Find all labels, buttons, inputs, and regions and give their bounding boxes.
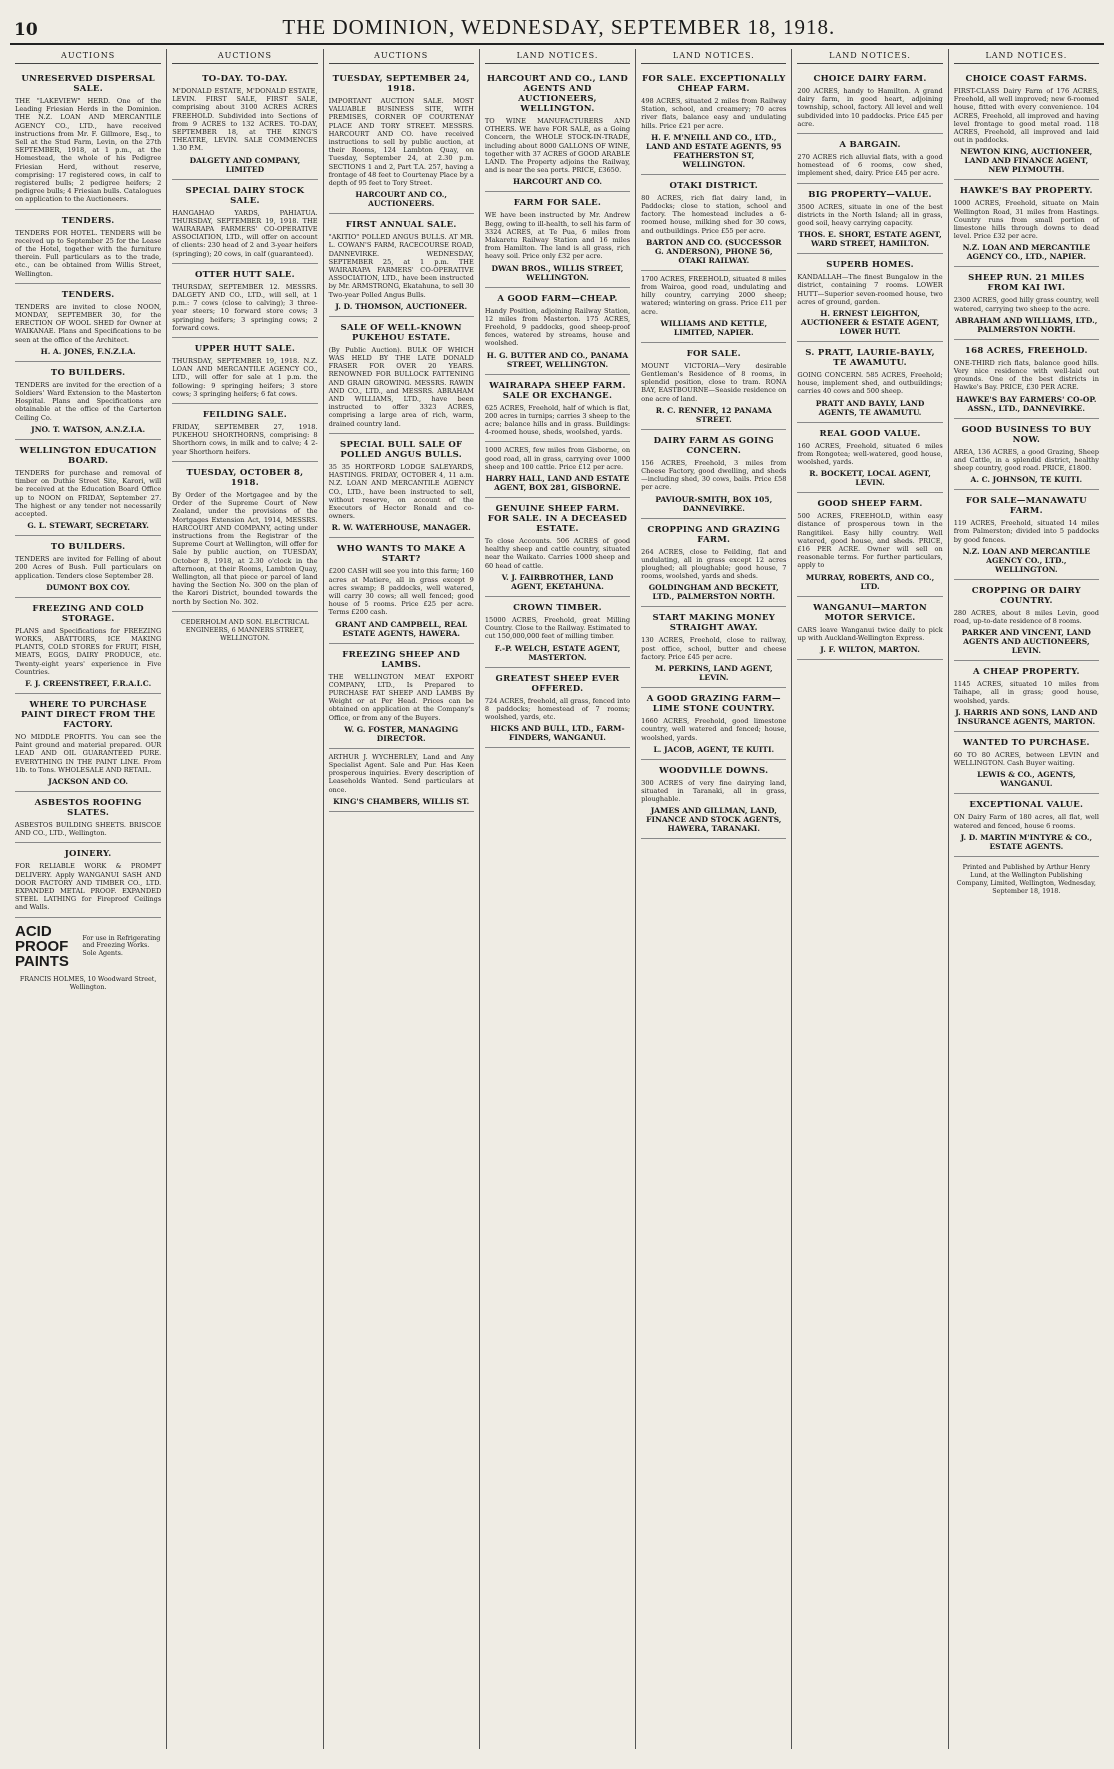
ad-heading: CROPPING AND GRAZING FARM. [647, 524, 781, 545]
ad-body: IMPORTANT AUCTION SALE. MOST VALUABLE BUSINESS SITE, WITH PREMISES, CORNER OF COURTENAY PLACE AND TORY STREET. MESSRS. HARCOURT AND CO. have received instructions to sell by public auction, at their Rooms, 124 Lambton Quay, on Tuesday, September 24, at 2.30 p.m. SECTIONS 1 and 2, Part T.A. 257, having a frontage of 48 feet to Courtenay Place by a depth of 95 feet to Tory Street. [328, 97, 474, 188]
column-header: AUCTIONS [15, 49, 161, 64]
advertisement [15, 694, 161, 792]
advertisement [954, 419, 1099, 491]
ad-heading: FREEZING AND COLD STORAGE. [32, 603, 144, 624]
ad-body: 130 ACRES, Freehold, close to railway, post office, school, butter and cheese factory. Price £45 per acre. [641, 636, 787, 661]
ad-signature: HAWKE'S BAY FARMERS' CO-OP. ASSN., LTD., DANNEVIRKE. [956, 394, 1097, 413]
paper-title: THE DOMINION, WEDNESDAY, SEPTEMBER 18, 1918. [282, 15, 836, 39]
ad-signature: N.Z. LOAN AND MERCANTILE AGENCY CO., LTD., NAPIER. [962, 243, 1091, 262]
ad-signature: JNO. T. WATSON, A.N.Z.I.A. [31, 424, 146, 434]
paint-word: ACID PROOF PAINTS [15, 922, 69, 970]
ad-heading: A GOOD GRAZING FARM—LIME STONE COUNTRY. [646, 694, 781, 715]
ad-heading: WELLINGTON EDUCATION BOARD. [19, 445, 157, 466]
ad-heading: FOR SALE—MANAWATU FARM. [965, 496, 1087, 517]
ad-signature: R. BOCKETT, LOCAL AGENT, LEVIN. [809, 469, 931, 488]
ad-signature: THOS. E. SHORT, ESTATE AGENT, WARD STREET, HAMILTON. [798, 230, 942, 249]
ad-body: ARTHUR J. WYCHERLEY, Land and Any Specialist Agent. Sale and Pur. Has Keen prosperous inquiries. Every description of Leaseholds Wanted. Send particulars at once. [328, 752, 474, 794]
ad-signature: J. HARRIS AND SONS, LAND AND INSURANCE AGENTS, MARTON. [955, 707, 1098, 726]
ad-heading: GOOD SHEEP FARM. [817, 499, 923, 510]
ad-heading: JOINERY. [64, 849, 112, 860]
ad-signature: HARCOURT AND CO. [513, 177, 602, 187]
ad-heading: WAIRARAPA SHEEP FARM. SALE OR EXCHANGE. [489, 380, 626, 401]
ad-heading: 168 ACRES, FREEHOLD. [964, 345, 1088, 356]
advertisement [172, 462, 317, 612]
column-header: LAND NOTICES. [485, 49, 630, 64]
column-header: LAND NOTICES. [954, 49, 1099, 64]
ad-heading: CHOICE DAIRY FARM. [813, 74, 927, 84]
ad-body: FOR RELIABLE WORK & PROMPT DELIVERY. Apply WANGANUI SASH AND DOOR FACTORY AND TIMBER CO., LTD. EXPANDED METAL PROOF. EXPANDED STEEL LATHING for Fireproof Ceilings and Walls. [15, 862, 162, 912]
ad-body: KANDALLAH—The finest Bungalow in the district, containing 7 rooms. LOWER HUTT—Superior seven-roomed house, two acres of ground, garden. [797, 273, 943, 306]
column-header: LAND NOTICES. [641, 49, 786, 64]
column-header: AUCTIONS [172, 49, 317, 64]
ad-heading: GOOD BUSINESS TO BUY NOW. [961, 424, 1092, 445]
ad-signature: J. F. WILTON, MARTON. [820, 645, 920, 655]
ad-heading: CROWN TIMBER. [513, 602, 602, 613]
ad-body: TENDERS are invited to close NOON, MONDAY, SEPTEMBER 30, for the ERECTION OF WOOL SHED for Owner at WAIKANAE. Plans and Specifications to be seen at the office of the Architect. [15, 302, 162, 344]
ad-body: £200 CASH will see you into this farm; 160 acres at Matiere, all in grass except 9 acres swamp; 8 paddocks, well watered, will carry 30 cows; all well fenced; good house of 5 rooms. Price £25 per acre. Terms £200 cash. [328, 567, 474, 617]
ad-body: ONE-THIRD rich flats, balance good hills. Very nice residence with well-laid out grounds. One of the best districts in Hawke's Bay. PRICE, £30 PER ACRE. [953, 358, 1099, 392]
ad-signature: KING'S CHAMBERS, WILLIS ST. [333, 796, 470, 806]
ad-heading: TUESDAY, OCTOBER 8, 1918. [186, 467, 304, 488]
ad-signature: F. J. CREENSTREET, F.R.A.I.C. [25, 678, 152, 688]
ad-heading: UNRESERVED DISPERSAL SALE. [21, 74, 155, 94]
advertisement [329, 317, 474, 434]
ad-heading: OTAKI DISTRICT. [669, 180, 759, 191]
ad-body: TENDERS are invited for Felling of about 200 Acres of Bush. Full particulars on application. Tenders close September 28. [15, 555, 162, 580]
ad-signature: R. C. RENNER, 12 PANAMA STREET. [655, 405, 772, 424]
ad-body: M'DONALD ESTATE, M'DONALD ESTATE, LEVIN. FIRST SALE, FIRST SALE, comprising about 3100 ACRES ACRES FREEHOLD. Subdivided into Sections of from 9 ACRES to 132 ACRES. TO-DAY, SEPTEMBER 18, at THE KING'S THEATRE, LEVIN. SALE COMMENCES 1.30 P.M. [172, 87, 318, 153]
advertisement [485, 192, 630, 287]
advertisement [641, 519, 786, 608]
ad-body: GOING CONCERN. 585 ACRES, Freehold; house, implement shed, and outbuildings; carries 40 cows and 500 sheep. [797, 371, 943, 396]
ad-body: 119 ACRES, Freehold, situated 14 miles from Palmerston; divided into 5 paddocks by good fences. [953, 519, 1099, 544]
ad-body: Handy Position, adjoining Railway Station, 12 miles from Masterton. 175 ACRES, Freehold, 9 paddocks, good sheep-proof fences, watered by streams, house and woolshed. [484, 306, 631, 348]
advertisement [172, 68, 317, 180]
ad-body: FIRST-CLASS Dairy Farm of 176 ACRES, Freehold, all well improved; new 6-roomed house, fitted with every convenience. 104 ACRES, Freehold, all improved and having level frontage to good metal road. 118 ACRES, Freehold, all improved and laid out in paddocks. [953, 87, 1099, 145]
advertisement [485, 498, 630, 597]
ad-heading: A GOOD FARM—CHEAP. [497, 293, 618, 304]
ad-heading: WANTED TO PURCHASE. [962, 737, 1090, 748]
ad-body: 15000 ACRES, Freehold, great Milling Country. Close to the Railway. Estimated to cut 150,000,000 feet of milling timber. [484, 615, 631, 641]
advertisement [329, 749, 474, 812]
acid-proof-paints-ad [15, 918, 161, 969]
column-6 [791, 49, 947, 1749]
ad-signature: DWAN BROS., WILLIS STREET, WELLINGTON. [491, 263, 624, 282]
advertisement [329, 538, 474, 643]
advertisement [15, 68, 161, 210]
ad-heading: TUESDAY, SEPTEMBER 24, 1918. [332, 74, 470, 94]
ad-heading: WANGANUI—MARTON MOTOR SERVICE. [813, 602, 927, 623]
ad-signature: N.Z. LOAN AND MERCANTILE AGENCY CO., LTD., WELLINGTON. [962, 546, 1091, 574]
ad-signature: J. D. THOMSON, AUCTIONEER. [335, 301, 468, 311]
ad-body: FRIDAY, SEPTEMBER 27, 1918. PUKEHOU SHORTHORNS, comprising: 8 Shorthorn cows, in milk and to calve; 4 2-year Shorthorn heifers. [172, 423, 318, 456]
ad-heading: START MAKING MONEY STRAIGHT AWAY. [652, 613, 776, 634]
ad-signature: H. A. JONES, F.N.Z.I.A. [40, 346, 136, 356]
ad-signature: F.-P. WELCH, ESTATE AGENT, MASTERTON. [494, 643, 621, 662]
ad-body: 80 ACRES, rich flat dairy land, in Paddocks; close to station, school and factory. The homestead includes a 6-roomed house, milking shed for 30 cows, and outbuildings. Price £55 per acre. [641, 193, 787, 235]
advertisement [15, 362, 161, 440]
columns [10, 49, 1104, 1749]
ad-body: "AKITIO" POLLED ANGUS BULLS. AT MR. L. COWAN'S FARM, RACECOURSE ROAD, DANNEVIRKE. WEDNESDAY, SEPTEMBER 25, at 1 p.m. THE WAIRARAPA FARMERS' CO-OPERATIVE ASSOCIATION, LTD., have been instructed by Mr. ARMSTRONG, Ekatahuna, to sell 30 Two-year Polled Angus Bulls. [328, 233, 474, 299]
advertisement [954, 732, 1099, 794]
ad-heading: TENDERS. [61, 215, 115, 226]
ad-signature: H. ERNEST LEIGHTON, AUCTIONEER & ESTATE AGENT, LOWER HUTT. [800, 309, 940, 337]
ad-body: 300 ACRES of very fine dairying land, situated in Taranaki, all in grass, ploughable. [641, 778, 787, 804]
advertisement [641, 760, 786, 840]
ad-signature: HARCOURT AND CO., AUCTIONEERS. [355, 190, 447, 209]
ad-body: NO MIDDLE PROFITS. You can see the Paint ground and material prepared. OUR LEAD AND OIL GUARANTEED PURE. EVERYTHING IN THE PAINT LINE. From 1lb. to Tons. WHOLESALE AND RETAIL. [15, 732, 162, 774]
ad-heading: A CHEAP PROPERTY. [972, 667, 1080, 678]
ad-heading: TENDERS. [61, 289, 115, 300]
advertisement [15, 536, 161, 598]
ad-heading: HAWKE'S BAY PROPERTY. [959, 186, 1093, 197]
ad-heading: GREATEST SHEEP EVER OFFERED. [495, 673, 620, 694]
ad-body: 1000 ACRES, Freehold, situate on Main Wellington Road, 31 miles from Hastings. Country runs from small portion of limestone hills through downs to dead level. Price £32 per acre. [953, 199, 1099, 241]
advertisement [641, 607, 786, 688]
advertisement [15, 843, 161, 917]
ad-body: 2300 ACRES, good hilly grass country, well watered, carrying two sheep to the acre. [953, 296, 1099, 313]
ad-signature: BARTON AND CO. (SUCCESSOR G. ANDERSON), PHONE 56, OTAKI RAILWAY. [646, 237, 782, 265]
ad-signature: L. JACOB, AGENT, TE KUITI. [653, 744, 775, 754]
ad-body: 1000 ACRES, few miles from Gisborne, on good road, all in grass, carrying over 1000 sheep and 100 cattle. Price £12 per acre. [484, 446, 631, 471]
ad-heading: FIRST ANNUAL SALE. [345, 220, 457, 231]
ad-body: By Order of the Mortgagee and by the Order of the Supreme Court of New Zealand, under the provisions of the Mortgages Extension Act, 1914, MESSRS. HARCOURT AND COMPANY, acting under instructions from the Registrar of the Supreme Court at Wellington, will offer for Sale by public auction, on TUESDAY, October 8, 1918, at 2.30 o'clock in the afternoon, at their Rooms, Lambton Quay, Wellington, all that piece or parcel of land having the Section No. 300 on the plan of the Karori District, bounded towards the north by Section No. 302. [172, 490, 318, 606]
ad-heading: FREEZING SHEEP AND LAMBS. [342, 649, 461, 670]
ad-body: 35 35 HORTFORD LODGE SALEYARDS, HASTINGS. FRIDAY, OCTOBER 4, 11 a.m. N.Z. LOAN AND MERCANTILE AGENCY CO., LTD., have been instructed to sell, without reserve, on account of the Executors of Hector Ronald and co-owners. [328, 462, 474, 521]
advertisement [797, 493, 942, 596]
advertisement [15, 792, 161, 843]
ad-heading: DAIRY FARM AS GOING CONCERN. [653, 435, 774, 456]
ad-body: 1700 ACRES, FREEHOLD, situated 8 miles from Wairoa, good road, undulating and hilly country, carrying 2000 sheep; watered; wintering on grass. Price £11 per acre. [641, 274, 787, 316]
advertisement [954, 340, 1099, 419]
ad-signature: H. G. BUTTER AND CO., PANAMA STREET, WELLINGTON. [486, 350, 629, 369]
ad-body: 1145 ACRES, situated 10 miles from Taihape, all in grass; good house, woolshed, yards. [953, 680, 1099, 705]
ad-body: 160 ACRES, Freehold, situated 6 miles from Rongotea; well-watered, good house, woolshed, yards. [797, 441, 943, 467]
advertisement [797, 254, 942, 342]
column-4 [479, 49, 635, 1749]
ad-heading: FOR SALE. EXCEPTIONALLY CHEAP FARM. [641, 74, 786, 94]
ad-body: 156 ACRES, Freehold, 3 miles from Cheese Factory, good dwelling, and sheds—including shed, 30 cows, bails. Price £58 per acre. [641, 458, 787, 492]
column-footer: CEDERHOLM AND SON. ELECTRICAL ENGINEERS, 6 MANNERS STREET, WELLINGTON. [181, 617, 309, 642]
ad-signature: A. C. JOHNSON, TE KUITI. [970, 475, 1083, 485]
advertisement [172, 404, 317, 462]
ad-heading: GENUINE SHEEP FARM. FOR SALE. IN A DECEASED ESTATE. [487, 504, 628, 535]
ad-heading: FOR SALE. [686, 348, 741, 359]
ad-body: MOUNT VICTORIA—Very desirable Gentleman's Residence of 8 rooms, in splendid position, close to tram. RONA BAY, EASTBOURNE—Seaside residence on one acre of land. [641, 361, 787, 403]
advertisement [15, 210, 161, 284]
advertisement [485, 375, 630, 443]
advertisement [954, 661, 1099, 732]
advertisement [641, 343, 786, 430]
ad-body: THE WELLINGTON MEAT EXPORT COMPANY, LTD., Is Prepared to PURCHASE FAT SHEEP AND LAMBS By Weight or at Per Head. Prices can be obtained on application at the Company's Office, or from any of the Buyers. [328, 672, 474, 722]
ad-signature: DUMONT BOX COY. [46, 582, 131, 592]
ad-heading: SUPERB HOMES. [826, 260, 914, 271]
ad-body: ASBESTOS BUILDING SHEETS. BRISCOE AND CO., LTD., Wellington. [15, 820, 162, 838]
page-number: 10 [14, 20, 38, 40]
column-1 [10, 49, 166, 1749]
advertisement [954, 580, 1099, 661]
masthead [10, 10, 1104, 45]
advertisement [954, 490, 1099, 580]
advertisement [641, 175, 786, 271]
ad-heading: SPECIAL DAIRY STOCK SALE. [185, 185, 305, 206]
ad-body: CARS leave Wanganui twice daily to pick up with Auckland-Wellington Express. [797, 625, 943, 642]
ad-heading: TO BUILDERS. [50, 367, 126, 378]
advertisement [15, 284, 161, 362]
ad-body: PLANS and Specifications for FREEZING WORKS, ABATTOIRS, ICE MAKING PLANTS, COLD STORES for FRUIT, FISH, MEATS, EGGS, DAIRY PRODUCE, etc. Twenty-eight years' experience in Five Countries. [15, 626, 162, 676]
ad-signature: J. D. MARTIN M'INTYRE & CO., ESTATE AGENTS. [960, 832, 1093, 851]
ad-body: 264 ACRES, close to Feilding, flat and undulating, all in grass except 12 acres ploughed; all ploughable; good house, 7 rooms, woolshed, yards and sheds. [641, 547, 787, 581]
advertisement [329, 68, 474, 214]
ad-body: THURSDAY, SEPTEMBER 19, 1918. N.Z. LOAN AND MERCANTILE AGENCY CO., LTD., will offer for sale at 1 p.m. the following: 9 springing heifers; 3 store cows; 3 springing heifers; 6 fat cows. [172, 357, 318, 398]
ad-body: THE "LAKEVIEW" HERD. One of the Leading Friesian Herds in the Dominion. THE N.Z. LOAN AND MERCANTILE AGENCY CO., LTD., have received instructions from Mr. F. Gillmore, Esq., to Sell at the Stud Farm, Levin, on the 27th SEPTEMBER, 1918, at 1 p.m., at the Homestead, the whole of his Pedigree Friesian Herd, without reserve, comprising: 17 registered cows, in calf to registered bulls; 2 pedigree heifers; 2 pedigree bulls; 4 Friesian bulls. Catalogues on application to the Auctioneers. [15, 97, 162, 204]
advertisement [954, 68, 1099, 180]
ad-heading: A BARGAIN. [839, 140, 901, 151]
column-footer: FRANCIS HOLMES, 10 Woodward Street, Wellington. [19, 974, 157, 991]
ad-body: 270 ACRES rich alluvial flats, with a good homestead of 6 rooms, cow shed, implement shed, dairy. Price £45 per acre. [797, 153, 943, 178]
advertisement [15, 598, 161, 694]
ad-heading: TO-DAY. TO-DAY. [202, 74, 288, 84]
advertisement [485, 668, 630, 749]
advertisement [485, 597, 630, 668]
ad-signature: V. J. FAIRBROTHER, LAND AGENT, EKETAHUNA. [501, 572, 614, 591]
advertisement [172, 338, 317, 404]
ad-heading: FEILDING SALE. [202, 410, 287, 421]
ad-heading: SALE OF WELL-KNOWN PUKEHOU ESTATE. [340, 322, 462, 343]
ad-heading: S. PRATT, LAURIE-BAYLY, TE AWAMUTU. [805, 348, 935, 369]
column-2 [166, 49, 322, 1749]
ad-body: 1660 ACRES, Freehold, good limestone country, well watered and fenced; house, woolshed, yards. [641, 717, 787, 742]
ad-heading: OTTER HUTT SALE. [194, 269, 295, 280]
ad-heading: WHO WANTS TO MAKE A START? [336, 544, 466, 565]
ad-body: AREA, 136 ACRES, a good Grazing, Sheep and Cattle, in a splendid district, healthy sheep country, good road. PRICE, £1800. [953, 447, 1099, 473]
column-footer: Printed and Published by Arthur Henry Lund, at the Wellington Publishing Company, Limited, Wellington, Wednesday, September 18, 1918. [956, 862, 1096, 895]
ad-heading: CROPPING OR DAIRY COUNTRY. [971, 585, 1082, 606]
ad-signature: DALGETY AND COMPANY, LIMITED [189, 155, 301, 174]
ad-signature: PRATT AND BAYLY, LAND AGENTS, TE AWAMUTU. [815, 398, 925, 417]
ad-body: 280 ACRES, about 8 miles Levin, good road, up-to-date residence of 8 rooms. [953, 608, 1099, 626]
advertisement [641, 430, 786, 519]
ad-signature: JAMES AND GILLMAN, LAND, FINANCE AND STOCK AGENTS, HAWERA, TARANAKI. [646, 806, 782, 834]
advertisement [954, 180, 1099, 267]
ad-heading: UPPER HUTT SALE. [194, 344, 296, 355]
ad-signature: GRANT AND CAMPBELL, REAL ESTATE AGENTS, HAWERA. [335, 619, 468, 638]
ad-heading: HARCOURT AND CO., LAND AGENTS AND AUCTIONEERS, WELLINGTON. [486, 74, 628, 114]
ad-body: HANGAHAO YARDS, PAHIATUA. THURSDAY, SEPTEMBER 19, 1918. THE WAIRARAPA FARMERS' CO-OPERATIVE ASSOCIATION, LTD., will offer on account of clients: 230 head of 2 and 3-year heifers (springing); 20 cows, in calf (guaranteed). [172, 208, 318, 258]
advertisement [797, 342, 942, 423]
advertisement [485, 288, 630, 375]
ad-signature: LEWIS & CO., AGENTS, WANGANUI. [977, 770, 1076, 789]
ad-body: 498 ACRES, situated 2 miles from Railway Station, school, and creamery; 70 acres river flats, balance easy and undulating hills. Price £21 per acre. [641, 97, 787, 130]
ad-signature: PAVIOUR-SMITH, BOX 105, DANNEVIRKE. [655, 494, 773, 513]
ad-body: THURSDAY, SEPTEMBER 12. MESSRS. DALGETY AND CO., LTD., will sell, at 1 p.m.: 7 cows (close to calving); 3 three-year steers; 10 forward store cows; 3 springing heifers; 3 springing cows; 2 forward cows. [172, 282, 318, 332]
ad-body: TENDERS FOR HOTEL. TENDERS will be received up to September 25 for the Lease of the Hotel, together with the furniture therein. Full particulars as to the trade, etc., can be obtained from Willis Street, Wellington. [15, 228, 162, 278]
ad-signature: M. PERKINS, LAND AGENT, LEVIN. [654, 664, 773, 683]
ad-body: 60 TO 80 ACRES, between LEVIN and WELLINGTON. Cash Buyer waiting. [953, 750, 1099, 768]
ad-heading: ASBESTOS ROOFING SLATES. [34, 797, 142, 818]
ad-body: 724 ACRES, freehold, all grass, fenced into 8 paddocks; homestead of 7 rooms; woolshed, yards, etc. [484, 696, 631, 721]
column-3 [323, 49, 479, 1749]
ad-body: 3500 ACRES, situate in one of the best districts in the North Island; all in grass, good soil, heavy carrying capacity. [797, 202, 943, 228]
ad-signature: G. L. STEWART, SECRETARY. [27, 521, 149, 531]
advertisement [329, 214, 474, 317]
ad-heading: WHERE TO PURCHASE PAINT DIRECT FROM THE FACTORY. [20, 699, 156, 730]
ad-body: (By Public Auction). BULK OF WHICH WAS HELD BY THE LATE DONALD FRASER FOR OVER 20 YEARS. RENOWNED FOR BULLOCK FATTENING AND GRAIN GROWING. MESSRS. RAWIN AND CO., LTD., and MESSRS. ABRAHAM AND WILLIAMS, LTD., have been instructed to offer 3323 ACRES, comprising a large area of rich, warm, drained country land. [328, 345, 474, 428]
advertisement [797, 68, 942, 134]
ad-heading: BIG PROPERTY—VALUE. [808, 189, 932, 200]
ad-body: ON Dairy Farm of 180 acres, all flat, well watered and fenced, house 6 rooms. [953, 813, 1099, 830]
ad-heading: TO BUILDERS. [50, 542, 126, 553]
ad-signature: H. F. M'NEILL AND CO., LTD., LAND AND ESTATE AGENTS, 95 FEATHERSTON ST, WELLINGTON. [645, 132, 782, 169]
ad-heading: SPECIAL BULL SALE OF POLLED ANGUS BULLS. [340, 439, 463, 460]
ad-heading: SHEEP RUN. 21 MILES FROM KAI IWI. [968, 273, 1085, 294]
ad-signature: GOLDINGHAM AND BECKETT, LTD., PALMERSTON NORTH. [648, 583, 779, 602]
ad-signature: JACKSON AND CO. [48, 776, 129, 786]
ad-body: TO WINE MANUFACTURERS AND OTHERS. WE have FOR SALE, as a Going Concern, the WHOLE STOCK-IN-TRADE, including about 8000 GALLONS OF WINE, together with 37 ACRES of GOOD ARABLE LAND. The Property adjoins the Railway, and is near the sea ports. PRICE, £3650. [484, 117, 631, 175]
column-7 [948, 49, 1104, 1749]
column-header: AUCTIONS [329, 49, 474, 64]
ad-signature: PARKER AND VINCENT, LAND AGENTS AND AUCTIONEERS, LEVIN. [961, 628, 1091, 656]
advertisement [172, 180, 317, 264]
advertisement [329, 434, 474, 538]
advertisement [641, 688, 786, 760]
ad-heading: CHOICE COAST FARMS. [965, 74, 1088, 84]
advertisement [797, 423, 942, 494]
advertisement [485, 68, 630, 192]
column-5 [635, 49, 791, 1749]
advertisement [485, 442, 630, 498]
advertisement [954, 267, 1099, 339]
advertisement [954, 794, 1099, 856]
ad-body: To close Accounts. 506 ACRES of good healthy sheep and cattle country, situated near the Waikato. Carries 1000 sheep and 60 head of cattle. [484, 537, 631, 570]
ad-body: 625 ACRES, Freehold, half of which is flat, 200 acres in turnips; carries 3 sheep to the acre; balance hills and in grass. Buildings: 4-roomed house, sheds, woolshed, yards. [484, 403, 631, 437]
ad-heading: REAL GOOD VALUE. [819, 428, 921, 439]
ad-heading: WOODVILLE DOWNS. [659, 765, 769, 776]
advertisement [797, 597, 942, 660]
newspaper-page [10, 10, 1104, 1749]
ad-signature: W. G. FOSTER, MANAGING DIRECTOR. [344, 724, 459, 743]
ad-signature: R. W. WATERHOUSE, MANAGER. [331, 523, 471, 533]
ad-signature: HICKS AND BULL, LTD., FARM-FINDERS, WANGANUI. [490, 724, 625, 743]
column-header: LAND NOTICES. [797, 49, 942, 64]
ad-signature: WILLIAMS AND KETTLE, LIMITED, NAPIER. [660, 318, 768, 337]
ad-body: TENDERS are invited for the erection of a Soldiers' Ward Extension to the Masterton Hospital. Plans and Specifications are obtainable at the office of the Carterton Ceiling Co. [15, 380, 162, 422]
ad-heading: EXCEPTIONAL VALUE. [969, 800, 1084, 811]
advertisement [797, 134, 942, 184]
advertisement [172, 264, 317, 338]
advertisement [641, 68, 786, 175]
ad-body: WE have been instructed by Mr. Andrew Begg, owing to ill-health, to sell his farm of 3324 ACRES, at Te Pua, 6 miles from Makaretu Railway Station and 16 miles from Hamilton. The land is all grass, rich heavy soil. Price only £32 per acre. [484, 211, 631, 261]
advertisement [329, 644, 474, 749]
ad-body: 500 ACRES, FREEHOLD, within easy distance of prosperous town in the Rangitikei. Easy hilly country. Well watered, good house, and sheds. PRICE, £16 PER ACRE. Owner will sell on reasonable terms. For further particulars, apply to [797, 512, 943, 570]
ad-signature: MURRAY, ROBERTS, AND CO., LTD. [805, 572, 935, 591]
advertisement [641, 271, 786, 343]
ad-heading: FARM FOR SALE. [513, 198, 602, 209]
ad-signature: ABRAHAM AND WILLIAMS, LTD., PALMERSTON NORTH. [955, 315, 1098, 334]
paint-side-text: For use in Refrigerating and Freezing Works. Sole Agents. [82, 933, 161, 957]
advertisement [15, 440, 161, 536]
ad-signature: HARRY HALL, LAND AND ESTATE AGENT, BOX 281, GISBORNE. [485, 474, 630, 493]
ad-body: TENDERS for purchase and removal of timber on Duthie Street Site, Karori, will be received at the Education Board Office up to NOON on FRIDAY, September 27. The highest or any tender not necessarily accepted. [15, 468, 162, 518]
ad-body: 200 ACRES, handy to Hamilton. A grand dairy farm, in good heart, adjoining township, school, factory. All level and well subdivided into 10 paddocks. Price £45 per acre. [797, 87, 943, 128]
ad-signature: NEWTON KING, AUCTIONEER, LAND AND FINANCE AGENT, NEW PLYMOUTH. [960, 147, 1093, 175]
advertisement [797, 184, 942, 255]
